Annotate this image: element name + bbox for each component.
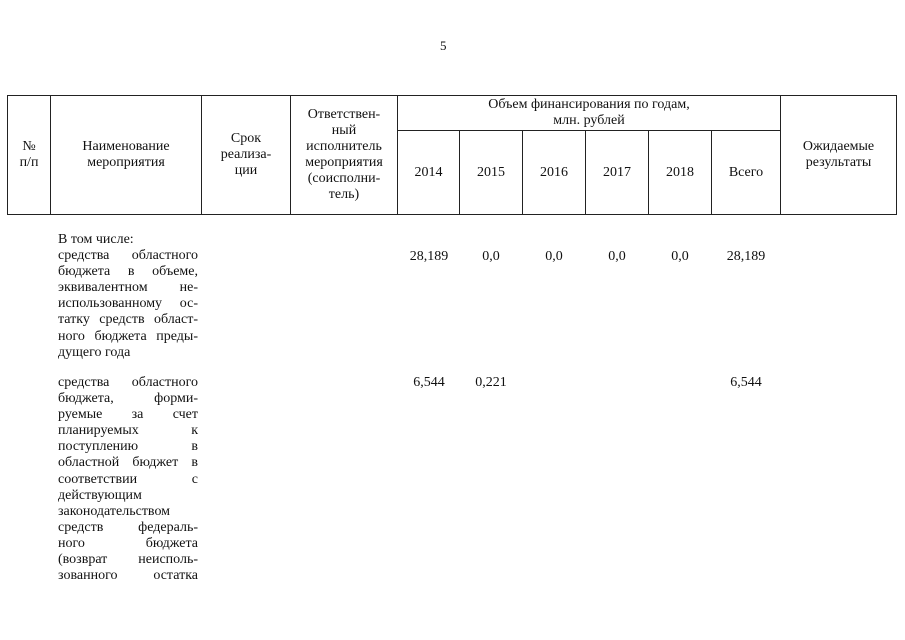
row-1-name [58,232,198,361]
header-year-2017: 2017 [603,164,631,180]
row-1-total: 28,189 [726,249,766,264]
header-executor: Ответствен- ный исполнитель мероприятия (соисполни- тель) [305,106,383,202]
row-2-line: зованного остатка [58,568,198,584]
header-year-2015: 2015 [477,164,505,180]
row-2-line: законодательством [58,503,171,519]
header-year-2018: 2018 [666,164,694,180]
row-2-2015: 0,221 [475,375,507,390]
header-name: Наименование мероприятия [82,138,170,170]
row-2-line: ного бюджета [58,535,198,551]
row-2-name [58,375,198,584]
row-1-line: средства областного [58,248,198,264]
row-1-2018: 0,0 [671,249,689,264]
row-2-line: средства областного [58,375,198,390]
row-1-line: татку средств област- [58,312,198,328]
row-2-line: областной бюджет в [58,455,198,471]
row-2-line: планируемых к [58,423,198,439]
header-year-2016: 2016 [540,164,568,180]
header-term: Срок реализа- ции [220,130,272,178]
row-2-line: руемые за счет [58,407,198,423]
row-2-total: 6,544 [730,375,762,390]
header-funding: Объем финансирования по годам, млн. рублей [488,96,690,128]
row-1-line: дущего года [58,344,131,360]
row-2-2014: 6,544 [413,375,445,390]
header-results: Ожидаемые результаты [802,138,875,170]
row-2-line: действующим [58,487,142,503]
header-total: Всего [728,164,764,180]
row-2-line: поступлению в [58,439,198,455]
row-1-2015: 0,0 [482,249,500,264]
row-1-line: эквивалентном не- [58,280,198,296]
row-1-line: использованному ос- [58,296,198,312]
page-number: 5 [440,38,447,53]
header-num: № п/п [19,138,39,170]
row-1-line: ного бюджета преды- [58,328,198,344]
header-year-2014: 2014 [414,164,443,180]
row-1-2016: 0,0 [545,249,563,264]
row-1-2017: 0,0 [608,249,626,264]
row-1-line: В том числе: [58,232,134,247]
col-border [896,95,897,215]
row-2-line: соответствии с [58,471,198,487]
row-2-line: средств федераль- [58,519,198,535]
header-bottom-border [7,214,897,215]
row-2-line: (возврат неисполь- [58,552,198,568]
row-1-line: бюджета в объеме, [58,264,198,280]
table-header [7,95,897,215]
row-2-line: бюджета, форми- [58,391,198,407]
row-1-2014: 28,189 [409,249,449,264]
